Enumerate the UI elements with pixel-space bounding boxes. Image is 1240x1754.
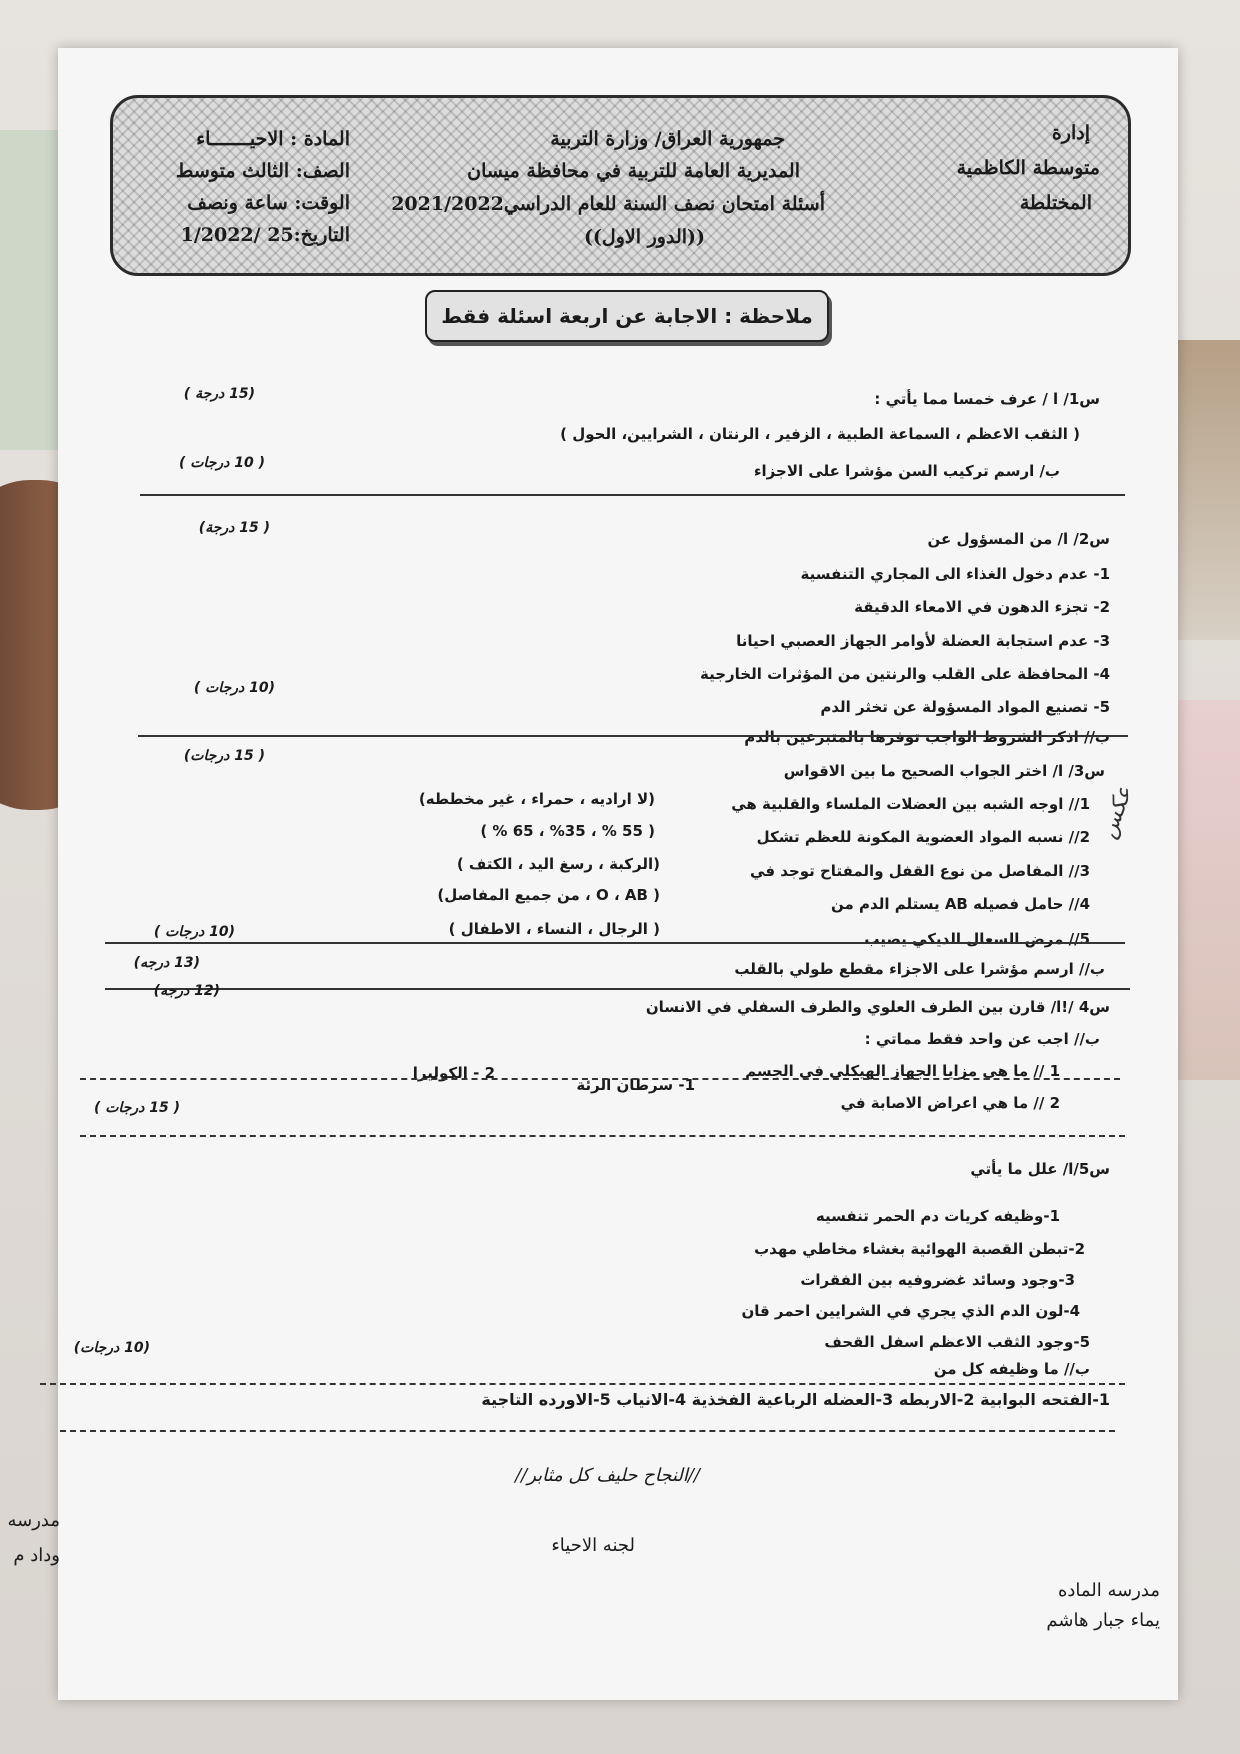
q3-item-4: 4// حامل فصيله AB يستلم الدم من xyxy=(831,895,1090,913)
q1-title: س1/ ا / عرف خمسا مما يأتي : xyxy=(874,390,1100,408)
q3-title: س3/ ا/ اختر الجواب الصحيح ما بين الاقواس xyxy=(783,762,1105,780)
q4-item-1: 1 // ما هي مزايا الجهاز الهيكلي في الجسم xyxy=(745,1062,1060,1080)
dashed-divider-2 xyxy=(80,1135,1125,1137)
footer-committee: لجنه الاحياء xyxy=(551,1535,635,1556)
school-type: المختلطة xyxy=(1019,192,1092,214)
q2-item-3: 3- عدم استجابة العضلة لأوامر الجهاز العصبي احيانا xyxy=(736,632,1110,650)
q1-items: ( الثقب الاعظم ، السماعة الطبية ، الزفير ، الرنتان ، الشرايين، الحول ) xyxy=(560,425,1080,443)
q2-item-4: 4- المحافظة على القلب والرنتين من المؤثرات الخارجية xyxy=(699,665,1110,683)
q4-mark-c: ( 15 درجات ) xyxy=(93,1100,180,1116)
q3-options-3: (الركبة ، رسغ اليد ، الكتف ) xyxy=(456,855,660,873)
q3-options-4: ( O ، AB ، من جميع المفاصل) xyxy=(437,886,660,904)
q3-item-2: 2// نسبه المواد العضوية المكونة للعظم تشكل xyxy=(756,828,1090,846)
q4-option-2: 2 - الكوليرا xyxy=(412,1064,495,1082)
dashed-divider-1 xyxy=(80,1078,1120,1080)
q4-part-b: ب// اجب عن واحد فقط مماتي : xyxy=(864,1030,1100,1048)
admin-label: إدارة xyxy=(1051,122,1090,144)
ministry-line: جمهورية العراق/ وزارة التربية xyxy=(550,128,785,150)
q3-mark-a: ( 15 درجات) xyxy=(183,748,265,764)
dashed-divider-3 xyxy=(40,1383,1125,1385)
teacher-right-title: مدرسه الماده xyxy=(1057,1580,1160,1601)
q4-mark-a: (13 درجه) xyxy=(133,955,200,971)
margin-scribble: عكس xyxy=(1095,783,1138,842)
q4-title: س4 /!ا/ قارن بين الطرف العلوي والطرف السفلي في الانسان xyxy=(645,998,1110,1016)
q2-mark-a: ( 15 درجة) xyxy=(198,520,270,536)
q3-item-1: 1// اوجه الشبه بين العضلات الملساء والقلبية هي xyxy=(731,795,1090,813)
footer-wish: //النجاح حليف كل مثابر// xyxy=(515,1465,700,1486)
note-box: ملاحظة : الاجابة عن اربعة اسئلة فقط xyxy=(425,290,829,342)
header-box xyxy=(110,95,1131,276)
q5-item-5: 5-وجود الثقب الاعظم اسفل القحف xyxy=(824,1333,1090,1351)
q2-mark-b: (10 درجات ) xyxy=(193,680,275,696)
q2-item-2: 2- تجزء الدهون في الامعاء الدقيقة xyxy=(854,598,1110,616)
q5-item-3: 3-وجود وسائد غضروفيه بين الفقرات xyxy=(800,1271,1075,1289)
q3-options-2: ( 55 % ، %35 ، 65 % ) xyxy=(480,822,655,840)
q2-part-b: ب// اذكر الشروط الواجب توفرها بالمتبرعين بالدم xyxy=(744,728,1110,746)
exam-round: ((الدور الاول)) xyxy=(583,226,705,248)
q4-item-2: 2 // ما هي اعراض الاصابة في xyxy=(840,1094,1060,1112)
q1-part-b: ب/ ارسم تركيب السن مؤشرا على الاجزاء xyxy=(753,462,1060,480)
q5-item-1: 1-وظيفه كريات دم الحمر تنفسيه xyxy=(815,1207,1060,1225)
q5-part-b: ب// ما وظيفه كل من xyxy=(933,1360,1090,1378)
q2-item-1: 1- عدم دخول الغذاء الى المجاري التنفسية xyxy=(800,565,1110,583)
q1-mark-b: ( 10 درجات ) xyxy=(178,455,265,471)
grade-label: الصف: الثالث متوسط xyxy=(175,160,350,182)
subject-label: المادة : الاحيـــــــاء xyxy=(196,128,350,150)
q3-item-5: 5// مرض السعال الديكي يصيب xyxy=(864,930,1090,948)
teacher-right-name: يماء جبار هاشم xyxy=(1046,1610,1160,1631)
teacher-left-title: مدرسه xyxy=(7,1510,60,1531)
q4-mark-b: (12 درجه) xyxy=(153,983,220,999)
divider-3 xyxy=(105,942,1125,944)
q3-options-5: ( الرجال ، النساء ، الاطفال ) xyxy=(448,920,660,938)
q5-mark: (10 درجات) xyxy=(73,1340,150,1356)
q3-options-1: (لا اراديه ، حمراء ، غير مخططه) xyxy=(418,790,655,808)
exam-title: أسئلة امتحان نصف السنة للعام الدراسي2021/2022 xyxy=(391,193,825,215)
school-name: متوسطة الكاظمية xyxy=(956,157,1100,179)
q1-mark-a: (15 درجة ) xyxy=(183,386,255,402)
q5-part-b-items: 1-الفتحه البوابية 2-الاربطه 3-العضله الرباعية الفخذية 4-الانياب 5-الاورده التاجية xyxy=(481,1390,1110,1409)
q2-title: س2/ ا/ من المسؤول عن xyxy=(927,530,1110,548)
q3-item-3: 3// المفاصل من نوع القفل والمفتاح توجد في xyxy=(750,862,1090,880)
q2-item-5: 5- تصنيع المواد المسؤولة عن تخثر الدم xyxy=(820,698,1110,716)
q3-mark-b: (10 درجات ) xyxy=(153,924,235,940)
q3-part-b: ب// ارسم مؤشرا على الاجزاء مقطع طولي بالقلب xyxy=(734,960,1105,978)
divider-2 xyxy=(138,735,1128,737)
background-cloth xyxy=(0,130,60,450)
teacher-left-name: وداد م xyxy=(13,1545,60,1566)
divider-4 xyxy=(105,988,1130,990)
q4-option-1: 1- سرطان الرئة xyxy=(576,1076,695,1094)
directorate-line: المديرية العامة للتربية في محافظة ميسان xyxy=(467,160,800,182)
q5-title: س5/ا/ علل ما يأتي xyxy=(970,1160,1110,1178)
q5-item-2: 2-تبطن القصبة الهوائية بغشاء مخاطي مهدب xyxy=(754,1240,1085,1258)
q5-item-4: 4-لون الدم الذي يجري في الشرايين احمر قان xyxy=(741,1302,1080,1320)
dashed-divider-4 xyxy=(60,1430,1115,1432)
date-label: التاريخ:25 /1/2022 xyxy=(180,224,350,246)
divider-1 xyxy=(140,494,1125,496)
time-label: الوقت: ساعة ونصف xyxy=(187,192,350,214)
